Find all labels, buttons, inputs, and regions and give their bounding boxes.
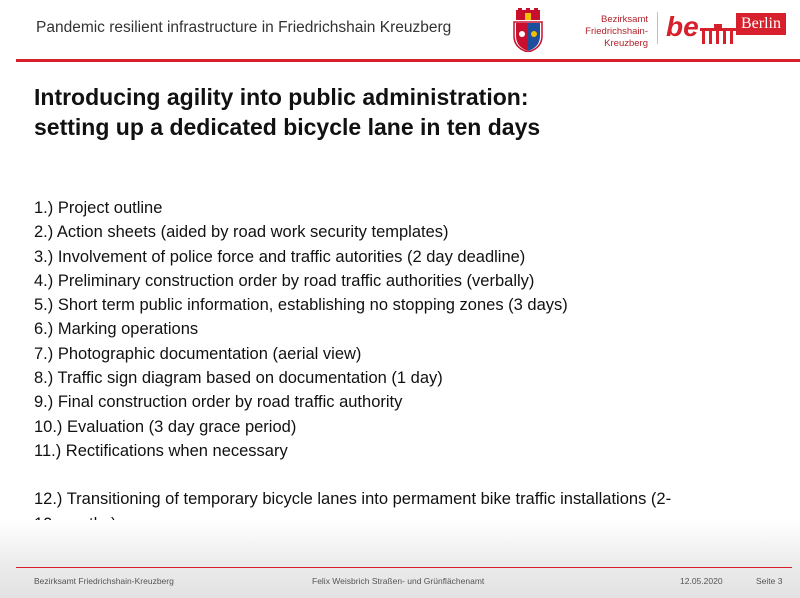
list-item: 4.) Preliminary construction order by road traffic authorities (verbally) <box>34 271 535 290</box>
be-berlin-logo <box>666 10 788 44</box>
district-name-line2: Friedrichshain-Kreuzberg <box>585 26 648 49</box>
list-item: 11.) Rectifications when necessary <box>34 441 288 460</box>
list-item: 5.) Short term public information, establishing no stopping zones (3 days) <box>34 296 568 315</box>
list-item: 9.) Final construction order by road traffic authority <box>34 393 403 412</box>
list-item-final: 12.) Transitioning of temporary bicycle lanes into permament bike traffic installations (2- <box>34 490 672 509</box>
brandenburg-gate-icon <box>700 24 736 44</box>
footer-background <box>0 520 800 598</box>
footer-date: 12.05.2020 <box>680 576 723 586</box>
list-item: 8.) Traffic sign diagram based on documentation (1 day) <box>34 369 443 388</box>
list-item: 7.) Photographic documentation (aerial view) <box>34 344 362 363</box>
slide-title-line1: Introducing agility into public administration: <box>34 84 529 110</box>
steps-list <box>34 196 774 536</box>
slide-header <box>0 0 800 60</box>
berlin-label: Berlin <box>736 13 786 35</box>
district-name <box>548 14 648 50</box>
header-red-rule <box>16 59 800 62</box>
footer-red-rule <box>16 567 792 568</box>
list-item: 3.) Involvement of police force and traffic autorities (2 day deadline) <box>34 247 526 266</box>
footer-org: Bezirksamt Friedrichshain-Kreuzberg <box>34 576 174 586</box>
header-divider <box>657 12 658 44</box>
slide-title <box>34 82 774 142</box>
footer-author: Felix Weisbrich Straßen- und Grünflächenamt <box>312 576 485 586</box>
district-crest-icon <box>512 8 544 52</box>
header-title: Pandemic resilient infrastructure in Friedrichshain Kreuzberg <box>36 19 452 36</box>
list-spacer <box>34 463 774 487</box>
be-logo-text: be <box>666 11 699 42</box>
district-name-line1: Bezirksamt <box>601 14 648 25</box>
list-item: 6.) Marking operations <box>34 320 199 339</box>
footer-page-number: Seite 3 <box>756 576 783 586</box>
list-item: 1.) Project outline <box>34 199 163 217</box>
slide-title-line2: setting up a dedicated bicycle lane in ten days <box>34 114 541 140</box>
list-item: 10.) Evaluation (3 day grace period) <box>34 417 297 436</box>
list-item: 2.) Action sheets (aided by road work security templates) <box>34 223 449 242</box>
